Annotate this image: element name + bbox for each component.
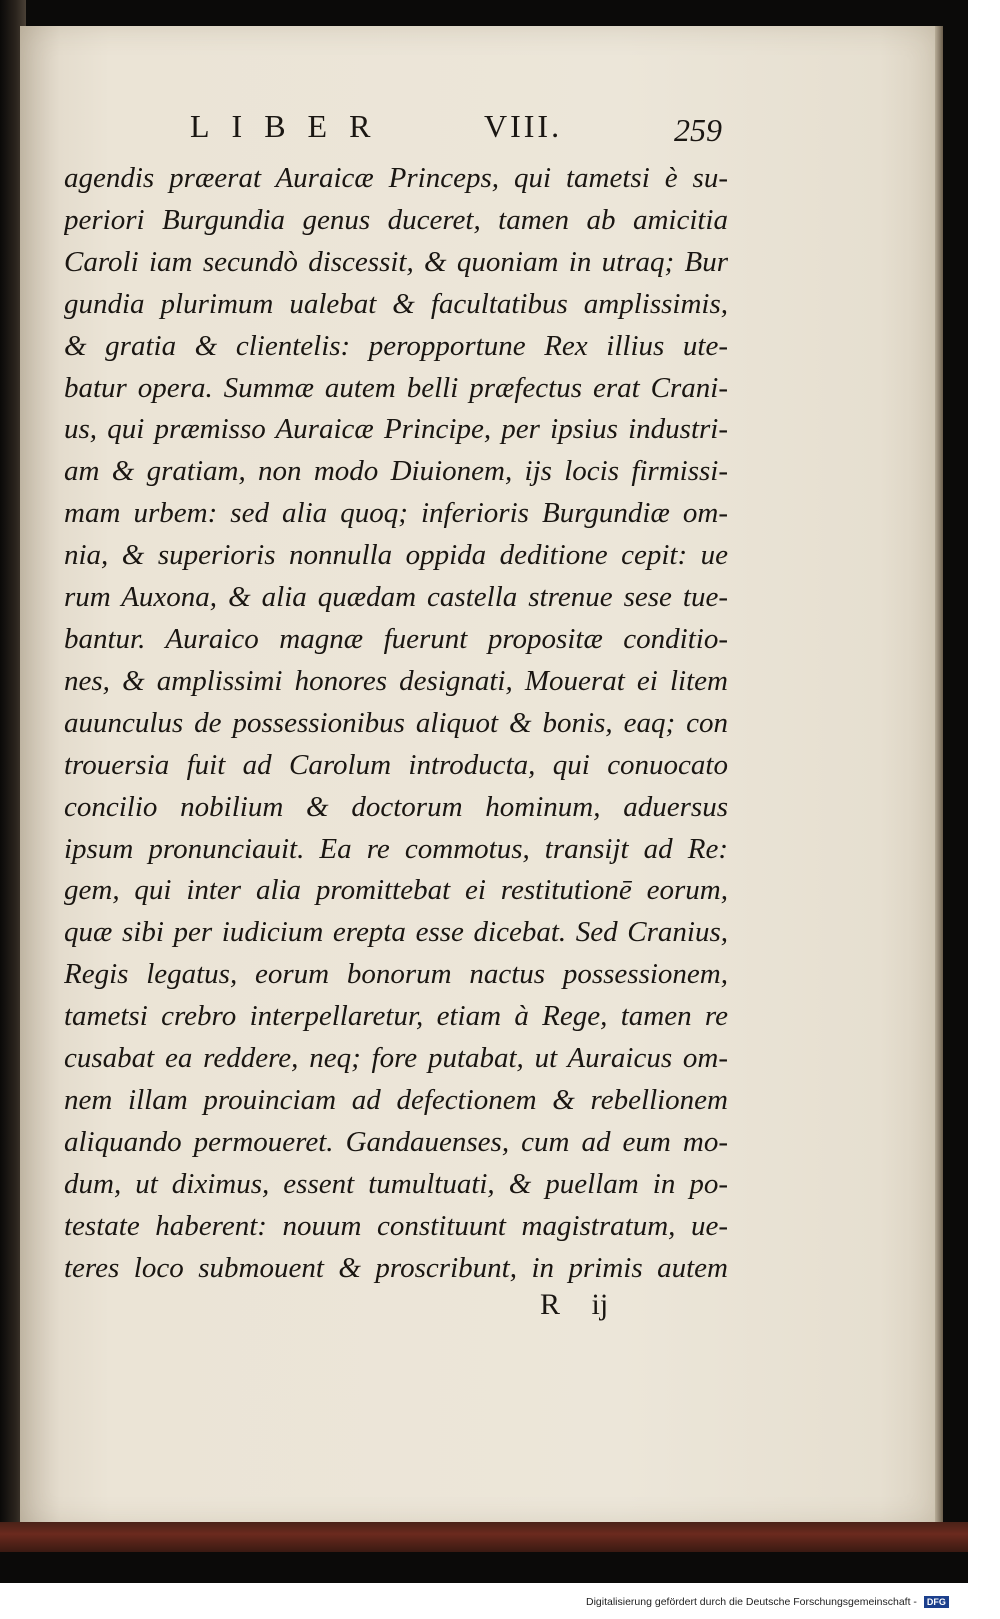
book-cover-edge — [0, 1522, 968, 1552]
text-line: cusabat ea reddere, neq; fore putabat, ut Auraicus om- — [64, 1042, 728, 1075]
digitization-credit — [586, 1596, 949, 1608]
running-head-liber: LIBER — [190, 108, 393, 144]
text-line: auunculus de possessionibus aliquot & bonis, eaq; con — [64, 706, 728, 739]
text-line: nes, & amplissimi honores designati, Mouerat ei litem — [64, 664, 728, 697]
text-line: rum Auxona, & alia quædam castella strenue sese tue- — [64, 581, 728, 614]
text-line: mam urbem: sed alia quoq; inferioris Burgundiæ om- — [64, 497, 728, 530]
text-line: testate haberent: nouum constituunt magistratum, ue- — [64, 1209, 728, 1242]
text-line: us, qui præmisso Auraicæ Principe, per ipsius industri- — [64, 413, 728, 446]
page-number: 259 — [674, 112, 722, 148]
text-line: teres loco submouent & proscribunt, in primis autem — [64, 1251, 728, 1284]
text-line: tametsi crebro interpellaretur, etiam à Rege, tamen re — [64, 1000, 728, 1033]
scan-bottom-margin — [0, 1552, 968, 1583]
text-line: nia, & superioris nonnulla oppida deditione cepit: ue — [64, 539, 728, 572]
page-header — [0, 108, 968, 148]
text-line: am & gratiam, non modo Diuionem, ijs locis firmissi- — [64, 455, 728, 488]
text-line: dum, ut diximus, essent tumultuati, & puellam in po- — [64, 1167, 728, 1200]
text-line: gundia plurimum ualebat & facultatibus amplissimis, — [64, 287, 728, 320]
text-line: Caroli iam secundò discessit, & quoniam in utraq; Bur — [64, 245, 728, 278]
dfg-logo-icon: DFG — [924, 1596, 949, 1608]
credit-text: Digitalisierung gefördert durch die Deutsche Forschungsgemeinschaft - — [586, 1596, 917, 1608]
text-line: concilio nobilium & doctorum hominum, aduersus — [64, 790, 728, 823]
signature-mark: R ij — [540, 1288, 609, 1321]
text-line: gem, qui inter alia promittebat ei restitutionē eorum, — [64, 874, 728, 907]
text-line: ipsum pronunciauit. Ea re commotus, transijt ad Re: — [64, 832, 728, 865]
text-line: & gratia & clientelis: peropportune Rex illius ute- — [64, 329, 728, 362]
text-line: agendis præerat Auraicæ Princeps, qui tametsi è su- — [64, 162, 728, 194]
text-line: trouersia fuit ad Carolum introducta, qui conuocato — [64, 748, 728, 781]
page-edge — [935, 26, 943, 1526]
text-line: quæ sibi per iudicium erepta esse dicebat. Sed Cranius, — [64, 916, 728, 949]
text-line: bantur. Auraico magnæ fuerunt propositæ conditio- — [64, 622, 728, 655]
text-line: periori Burgundia genus duceret, tamen ab amicitia — [64, 203, 728, 236]
running-head-book-number: VIII. — [484, 108, 563, 144]
text-line: batur opera. Summæ autem belli præfectus erat Crani- — [64, 371, 728, 404]
body-text — [64, 158, 728, 1289]
text-line: Regis legatus, eorum bonorum nactus possessionem, — [64, 958, 728, 991]
text-line: nem illam prouinciam ad defectionem & rebellionem — [64, 1083, 728, 1116]
text-line: aliquando permoueret. Gandauenses, cum ad eum mo- — [64, 1125, 728, 1158]
